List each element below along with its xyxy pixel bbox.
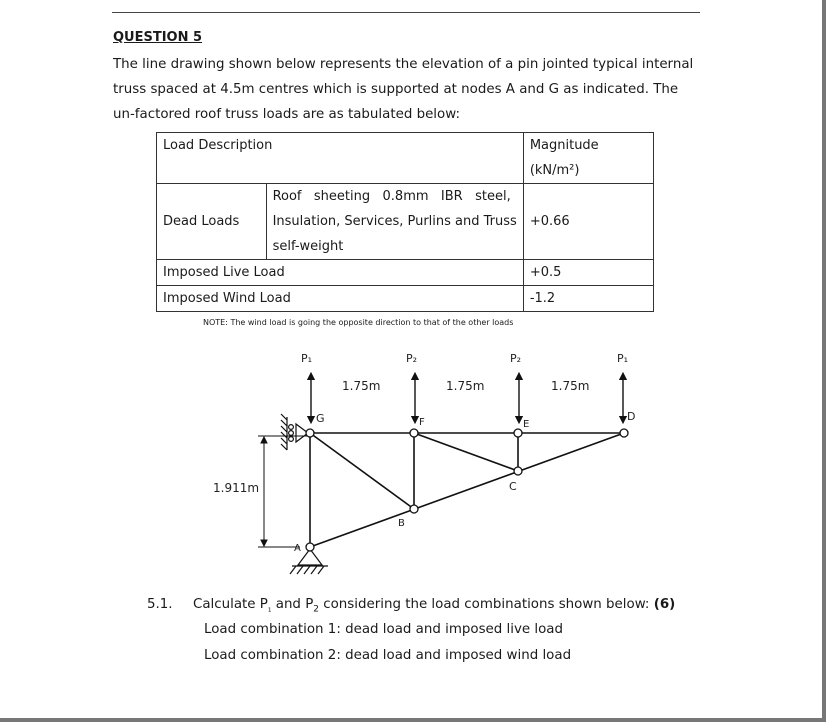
question-title: QUESTION 5 [113,30,203,45]
node-label-e: E [523,419,530,430]
header-load-description: Load Description [157,133,524,184]
task-prefix: Calculate P [193,597,268,612]
paragraph-line: truss spaced at 4.5m centres which is supported at nodes A and G as indicated. The [113,82,679,97]
roller-support-g [281,414,308,450]
load-combination-2: Load combination 2: dead load and imposed wind load [204,648,572,663]
task-subscript-2: 2 [313,604,319,615]
height-label: 1.911m [213,481,260,495]
paragraph-line: un-factored roof truss loads are as tabulated below: [113,107,460,122]
node-c [514,467,522,475]
task-mid: and P [271,597,314,612]
node-label-a: A [294,543,301,554]
height-dimension [258,436,310,547]
load-combination-1: Load combination 1: dead load and imposed live load [204,622,564,637]
node-a [306,543,314,551]
dead-loads-magnitude: +0.66 [523,184,653,260]
task-suffix: considering the load combinations shown below: [319,597,654,612]
live-load-label: Imposed Live Load [157,260,524,286]
node-e [514,429,522,437]
task-number: 5.1. [147,597,173,612]
node-label-c: C [509,480,517,493]
dead-loads-label: Dead Loads [157,184,267,260]
node-d [620,429,628,437]
node-f [410,429,418,437]
load-label-p2-right: P₂ [510,352,522,365]
node-b [410,505,418,513]
node-label-d: D [627,410,636,423]
load-label-p1-right: P₁ [617,352,629,365]
bottom-chord [310,433,624,547]
dead-loads-detail-line: Roof sheeting 0.8mm IBR steel, [272,189,511,204]
node-label-b: B [398,518,405,529]
node-label-g: G [316,412,325,425]
table-note: NOTE: The wind load is going the opposite direction to that of the other loads [203,318,514,327]
node-label-f: F [419,417,425,428]
load-label-p1-left: P₁ [301,352,313,365]
task-text [193,597,675,615]
task-subscript-1: ₁ [267,604,272,615]
wind-load-label: Imposed Wind Load [157,286,524,312]
header-magnitude-label: Magnitude [529,138,599,153]
member-gb [310,433,414,509]
truss-members [310,433,624,547]
dead-loads-detail-line: self-weight [272,239,344,254]
header-magnitude-unit: (kN/m²) [529,163,580,178]
member-fc [414,433,518,471]
wind-load-magnitude: -1.2 [523,286,653,312]
node-g [306,429,314,437]
span-label: 1.75m [446,379,485,393]
load-label-p2-left: P₂ [406,352,418,365]
paragraph-line: The line drawing shown below represents the elevation of a pin jointed typical internal [113,57,694,72]
dead-loads-detail-line: Insulation, Services, Purlins and Truss [272,214,517,229]
span-label: 1.75m [342,379,381,393]
task-marks: (6) [653,597,676,612]
span-label: 1.75m [551,379,590,393]
live-load-magnitude: +0.5 [523,260,653,286]
